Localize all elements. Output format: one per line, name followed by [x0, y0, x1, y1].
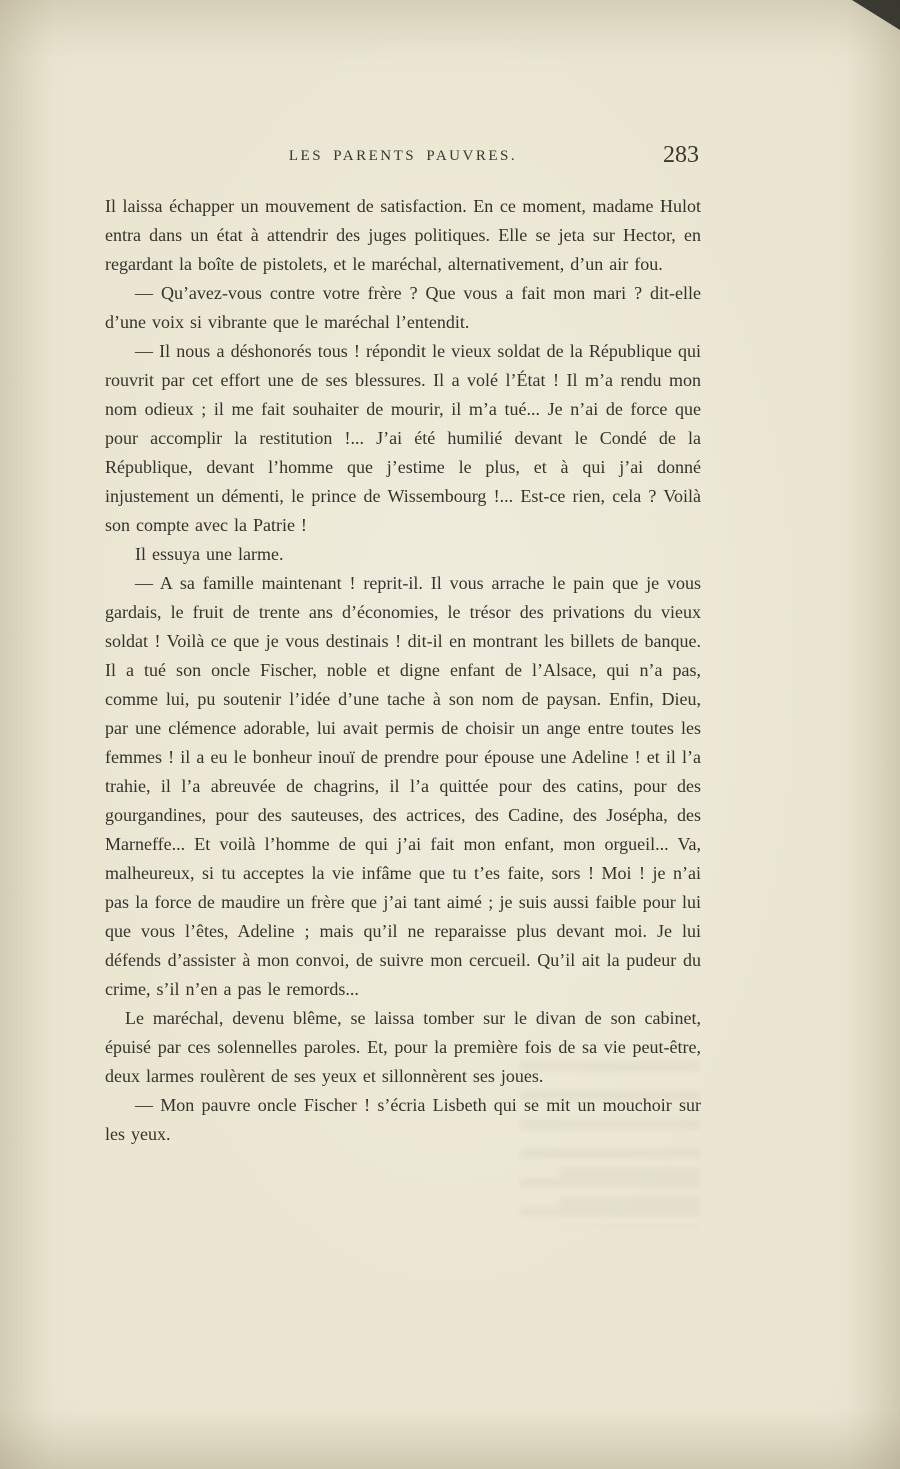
- paragraph: — A sa famille maintenant ! reprit-il. Il vous arrache le pain que je vous gardais, le fruit de trente ans d’économies, le trésor des privations du vieux soldat ! Voilà ce que je vous destinais ! dit-il en montrant les billets de banque. Il a tué son oncle Fischer, noble et digne enfant de l’Alsace, qui n’a pas, comme lui, pu soutenir l’idée d’une tache à son nom de paysan. Enfin, Dieu, par une clémence adorable, lui avait permis de choisir un ange entre toutes les femmes ! il a eu le bonheur inouï de prendre pour épouse une Adeline ! et il l’a trahie, il l’a abreuvée de chagrins, il l’a quittée pour des catins, pour des gourgandines, pour des sauteuses, des actrices, des Cadine, des Josépha, des Marneffe... Et voilà l’homme de qui j’ai fait mon enfant, mon orgueil... Va, malheureux, si tu acceptes la vie infâme que tu t’es faite, sors ! Moi ! je n’ai pas la force de maudire un frère que j’ai tant aimé ; je suis aussi faible pour lui que vous l’êtes, Adeline ; mais qu’il ne reparaisse plus devant moi. Je lui défends d’assister à mon convoi, de suivre mon cercueil. Qu’il ait la pudeur du crime, s’il n’en a pas le remords...: [105, 573, 701, 999]
- scan-corner-artifact: [852, 0, 900, 30]
- page-header: [105, 0, 701, 178]
- paragraph: Il laissa échapper un mouvement de satisfaction. En ce moment, madame Hulot entra dans un état à attendrir des juges politiques. Elle se jeta sur Hector, en regardant la boîte de pistolets, et le maréchal, alternativement, d’un air fou.: [105, 196, 701, 274]
- paragraph: Il essuya une larme.: [135, 544, 284, 564]
- book-page: [105, 0, 701, 1149]
- page-number: 283: [663, 142, 699, 168]
- running-title: LES PARENTS PAUVRES.: [288, 148, 518, 164]
- paragraph: — Qu’avez-vous contre votre frère ? Que vous a fait mon mari ? dit-elle d’une voix si vibrante que le maréchal l’entendit.: [105, 283, 701, 332]
- paragraph: — Il nous a déshonorés tous ! répondit le vieux soldat de la République qui rouvrit par cet effort une de ses blessures. Il a volé l’État ! Il m’a rendu mon nom odieux ; il me fait souhaiter de mourir, il m’a tué... Je n’ai de force que pour accomplir la restitution !... J’ai été humilié devant le Condé de la République, devant l’homme que j’estime le plus, et à qui j’ai donné injustement un démenti, le prince de Wissembourg !... Est-ce rien, cela ? Voilà son compte avec la Patrie !: [105, 341, 701, 535]
- paragraph: — Mon pauvre oncle Fischer ! s’écria Lisbeth qui se mit un mouchoir sur les yeux.: [105, 1095, 701, 1144]
- page-body: [105, 192, 701, 1149]
- paragraph: Le maréchal, devenu blême, se laissa tomber sur le divan de son cabinet, épuisé par ces solennelles paroles. Et, pour la première fois de sa vie peut-être, deux larmes roulèrent de ses yeux et sillonnèrent ses joues.: [105, 1008, 701, 1086]
